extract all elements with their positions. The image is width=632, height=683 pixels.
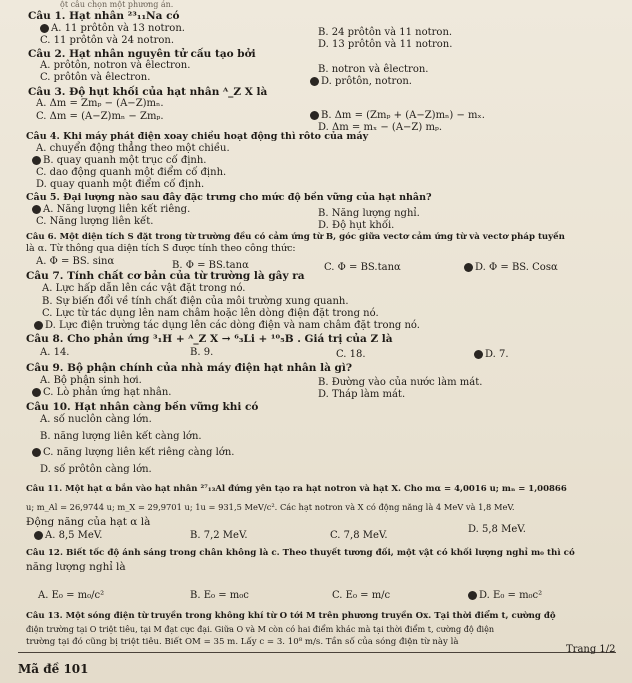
q7-option-d: D. Lực điện trường tác dụng lên các dòng điện và nam châm đặt trong nó.	[34, 320, 420, 332]
q3-option-d: D. Δm = mₓ − (A−Z) mₚ.	[318, 122, 443, 133]
answer-mark-icon	[40, 24, 49, 33]
q3-option-b: B. Δm = (Zmₚ + (A−Z)mₙ) − mₓ.	[310, 110, 485, 122]
question-13-cont: điện trường tại O triệt tiêu, tại M đạt cực đại. Giữa O và M còn có hai điểm khác mà tại thời điểm t, cường độ điện	[26, 624, 495, 634]
q9-option-c: C. Lò phản ứng hạt nhân.	[32, 387, 171, 399]
q4-option-d: D. quay quanh một điểm cố định.	[36, 179, 205, 190]
q11-option-c: C. 7,8 MeV.	[330, 530, 388, 541]
q5-option-a: A. Năng lượng liên kết riêng.	[32, 204, 190, 216]
q2-option-a: A. prôtôn, notron và êlectron.	[40, 60, 191, 71]
q10-option-a: A. số nuclôn càng lớn.	[40, 414, 152, 425]
q5-option-c: C. Năng lượng liên kết.	[36, 216, 154, 227]
answer-mark-icon	[464, 263, 473, 272]
question-5: Câu 5. Đại lượng nào sau đây đặc trưng cho mức độ bền vững của hạt nhân?	[26, 192, 432, 203]
q3-option-a: A. Δm = Zmₚ − (A−Z)mₙ.	[36, 98, 164, 109]
question-12: Câu 12. Biết tốc độ ánh sáng trong chân không là c. Theo thuyết tương đối, một vật có khối lượng nghỉ m₀ thì có	[26, 548, 575, 558]
q10-option-c: C. năng lượng liên kết riêng càng lớn.	[32, 447, 234, 459]
q2-option-c: C. prôtôn và êlectron.	[40, 72, 151, 83]
q12-option-d: D. E₀ = m₀c²	[468, 590, 542, 602]
q7-option-c: C. Lực từ tác dụng lên nam châm hoặc lên dòng điện đặt trong nó.	[42, 308, 379, 319]
question-7: Câu 7. Tính chất cơ bản của từ trường là gây ra	[26, 270, 305, 282]
question-8: Câu 8. Cho phản ứng ³₁H + ᴬ_Z X → ⁶₃Li + ¹⁰₅B . Giá trị của Z là	[26, 333, 393, 345]
q5-option-d: D. Độ hụt khối.	[318, 220, 395, 231]
question-13-ask: trường tại đó cũng bị triệt tiêu. Biết OM = 35 m. Lấy c = 3. 10⁸ m/s. Tần số của sóng điện từ này là	[26, 637, 459, 647]
question-11-ask: Động năng của hạt α là	[26, 516, 151, 528]
question-6-cont: là α. Từ thông qua diện tích S được tính theo công thức:	[26, 243, 296, 254]
question-2: Câu 2. Hạt nhân nguyên tử cấu tạo bởi	[28, 48, 256, 60]
question-6: Câu 6. Một diện tích S đặt trong từ trường đều có cảm ứng từ B, góc giữa vectơ cảm ứng từ và vectơ pháp tuyến	[26, 232, 565, 242]
page-header: ột câu chọn một phương án.	[60, 0, 174, 9]
question-12-cont: năng lượng nghỉ là	[26, 561, 126, 573]
q3-option-c: C. Δm = (A−Z)mₙ − Zmₚ.	[36, 111, 164, 122]
q9-option-b: B. Đường vào của nước làm mát.	[318, 377, 483, 388]
q6-option-c: C. Φ = BS.tanα	[324, 262, 401, 273]
q12-option-b: B. E₀ = m₀c	[190, 590, 249, 601]
q7-option-b: B. Sự biến đổi về tính chất điện của môi trường xung quanh.	[42, 296, 349, 307]
answer-mark-icon	[32, 156, 41, 165]
question-4: Câu 4. Khi máy phát điện xoay chiều hoạt động thì rôto của máy	[26, 131, 369, 142]
answer-mark-icon	[474, 350, 483, 359]
q8-option-d: D. 7.	[474, 349, 509, 361]
answer-mark-icon	[34, 531, 43, 540]
footer-divider	[18, 652, 616, 653]
q11-option-b: B. 7,2 MeV.	[190, 530, 248, 541]
q6-option-d: D. Φ = BS. Cosα	[464, 262, 558, 274]
q6-option-b: B. Φ = BS.tanα	[172, 260, 249, 271]
q1-option-a: A. 11 prôtôn và 13 notron.	[40, 23, 185, 35]
q8-option-a: A. 14.	[40, 347, 70, 358]
exam-code: Mã đề 101	[18, 662, 89, 676]
answer-mark-icon	[32, 205, 41, 214]
q5-option-b: B. Năng lượng nghỉ.	[318, 208, 420, 219]
answer-mark-icon	[310, 111, 319, 120]
q12-option-a: A. E₀ = m₀/c²	[38, 590, 105, 601]
question-9: Câu 9. Bộ phận chính của nhà máy điện hạt nhân là gì?	[26, 362, 353, 374]
q2-option-d: D. prôtôn, notron.	[310, 76, 412, 88]
q10-option-b: B. năng lượng liên kết càng lớn.	[40, 431, 202, 442]
q8-option-c: C. 18.	[336, 349, 366, 360]
page-number: Trang 1/2	[566, 644, 616, 655]
question-11: Câu 11. Một hạt α bắn vào hạt nhân ²⁷₁₃Al đứng yên tạo ra hạt notron và hạt X. Cho mα = 4,0016 u; mₙ = 1,00866	[26, 484, 567, 494]
q9-option-a: A. Bộ phận sinh hơi.	[40, 375, 142, 386]
q11-option-d: D. 5,8 MeV.	[468, 524, 526, 535]
question-11-cont: u; m_Al = 26,9744 u; m_X = 29,9701 u; 1u = 931,5 MeV/c². Các hạt notron và X có động năng là 4 MeV và 1,8 MeV.	[26, 502, 515, 512]
answer-mark-icon	[32, 448, 41, 457]
question-1: Câu 1. Hạt nhân ²³₁₁Na có	[28, 10, 180, 22]
q2-option-b: B. notron và êlectron.	[318, 64, 429, 75]
q10-option-d: D. số prôtôn càng lớn.	[40, 464, 152, 475]
q9-option-d: D. Tháp làm mát.	[318, 389, 406, 400]
q11-option-a: A. 8,5 MeV.	[34, 530, 102, 542]
question-10: Câu 10. Hạt nhân càng bền vững khi có	[26, 401, 259, 413]
q6-option-a: A. Φ = BS. sinα	[36, 256, 115, 267]
answer-mark-icon	[32, 388, 41, 397]
q4-option-a: A. chuyển động thẳng theo một chiều.	[36, 143, 230, 154]
answer-mark-icon	[34, 321, 43, 330]
q1-option-c: C. 11 prôtôn và 24 notron.	[40, 35, 175, 46]
q12-option-c: C. E₀ = m/c	[332, 590, 391, 601]
q4-option-c: C. dao động quanh một điểm cố định.	[36, 167, 227, 178]
q1-option-d: D. 13 prôtôn và 11 notron.	[318, 39, 453, 50]
answer-mark-icon	[310, 77, 319, 86]
q7-option-a: A. Lực hấp dẫn lên các vật đặt trong nó.	[42, 283, 246, 294]
question-13: Câu 13. Một sóng điện từ truyền trong không khí từ O tới M trên phương truyền Ox. Tại thời điểm t, cường độ	[26, 611, 556, 621]
q8-option-b: B. 9.	[190, 347, 214, 358]
q4-option-b: B. quay quanh một trục cố định.	[32, 155, 206, 167]
question-3: Câu 3. Độ hụt khối của hạt nhân ᴬ_Z X là	[28, 86, 268, 98]
q1-option-b: B. 24 prôtôn và 11 notron.	[318, 27, 453, 38]
answer-mark-icon	[468, 591, 477, 600]
